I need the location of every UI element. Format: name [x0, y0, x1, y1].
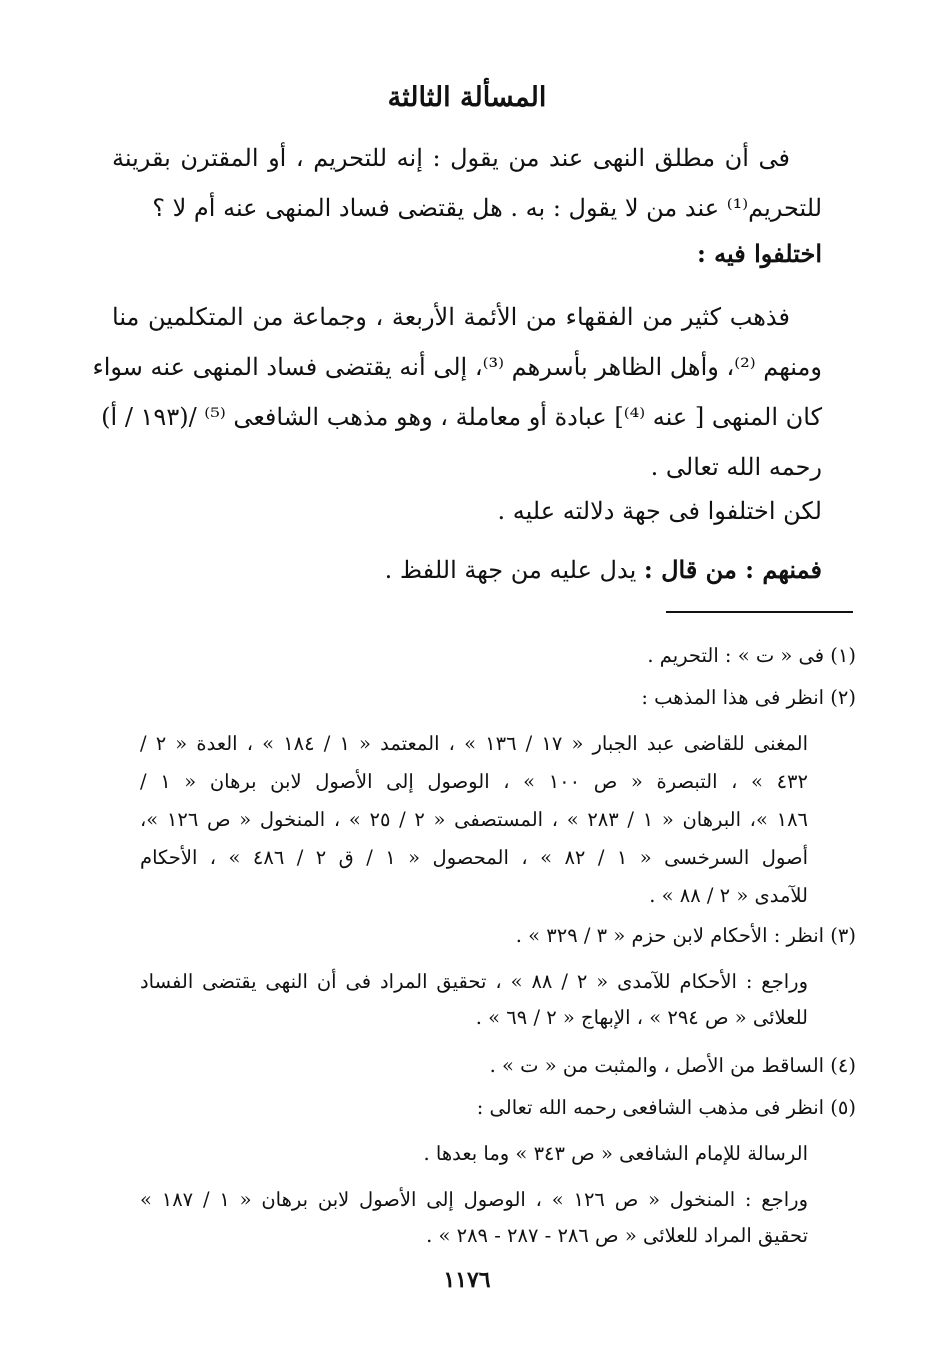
footnote-3-references: [140, 964, 856, 1036]
text-line: [112, 545, 822, 595]
footnote-5-references: [140, 1182, 856, 1254]
footnote-text: (٢) انظر فى هذا المذهب :: [641, 686, 856, 709]
text-line: لكن اختلفوا فى جهة دلالته عليه .: [497, 497, 822, 525]
footnote-separator: [666, 611, 853, 613]
bold-lead: فمنهم : من قال :: [643, 555, 822, 584]
paragraph-disagreement: [112, 486, 822, 536]
footnote-line: للعلائى « ص ٢٩٤ » ، الإبهاج « ٢ / ٦٩ » .: [475, 1006, 808, 1029]
text-line: رحمه الله تعالى .: [650, 453, 822, 481]
text-line: ومنهم ⁽²⁾، وأهل الظاهر بأسرهم ⁽³⁾، إلى أنه يقتضى فساد المنهى عنه سواء: [92, 353, 822, 381]
footnote-line: للآمدى « ٢ / ٨٨ » .: [649, 884, 808, 907]
footnote-2: [140, 680, 856, 716]
footnote-text: (١) فى « ت » : التحريم .: [647, 644, 856, 667]
paragraph-question: [112, 133, 822, 233]
footnote-line: أصول السرخسى « ١ / ٨٢ » ، المحصول « ١ / ق ٢ / ٤٨٦ » ، الأحكام: [140, 846, 808, 869]
footnote-line: الرسالة للإمام الشافعى « ص ٣٤٣ » وما بعدها .: [423, 1142, 808, 1165]
paragraph-first-view: [112, 545, 822, 595]
footnote-5-risala: [140, 1136, 856, 1172]
footnote-line: وراجع : الأحكام للآمدى « ٢ / ٨٨ » ، تحقيق المراد فى أن النهى يقتضى الفساد: [140, 970, 808, 993]
footnote-5: [140, 1090, 856, 1126]
section-heading: [112, 229, 822, 279]
footnote-text: (٤) الساقط من الأصل ، والمثبت من « ت » .: [489, 1054, 856, 1077]
text-line: كان المنهى [ عنه ⁽⁴⁾] عبادة أو معاملة ، وهو مذهب الشافعى ⁽⁵⁾ /(١٩٣ / أ): [101, 403, 822, 431]
footnote-line: المغنى للقاضى عبد الجبار « ١٧ / ١٣٦ » ، المعتمد « ١ / ١٨٤ » ، العدة « ٢ /: [140, 732, 809, 755]
footnote-4: [140, 1048, 856, 1084]
text-line: فى أن مطلق النهى عند من يقول : إنه للتحريم ، أو المقترن بقرينة: [112, 144, 790, 172]
footnote-text: (٥) انظر فى مذهب الشافعى رحمه الله تعالى :: [476, 1096, 856, 1119]
page-title: المسألة الثالثة: [387, 82, 547, 113]
footnote-line: تحقيق المراد للعلائى « ص ٢٨٦ - ٢٨٧ - ٢٨٩ » .: [426, 1224, 808, 1247]
heading-line: اختلفوا فيه :: [696, 239, 822, 268]
footnote-line: وراجع : المنخول « ص ١٢٦ » ، الوصول إلى الأصول لابن برهان « ١ / ١٨٧ »: [140, 1188, 808, 1211]
lead-rest: يدل عليه من جهة اللفظ .: [384, 556, 644, 584]
text-line: للتحريم⁽¹⁾ عند من لا يقول : به . هل يقتضى فساد المنهى عنه أم لا ؟: [152, 194, 822, 222]
footnote-3: [140, 918, 856, 954]
footnote-text: (٣) انظر : الأحكام لابن حزم « ٣ / ٣٢٩ » .: [515, 924, 856, 947]
footnote-2-references: [140, 725, 856, 915]
footnote-line: ١٨٦ »، البرهان « ١ / ٢٨٣ » ، المستصفى « ٢ / ٢٥ » ، المنخول « ص ١٢٦ »،: [140, 808, 809, 831]
page-number: ١١٧٦: [443, 1267, 491, 1293]
footnote-line: ٤٣٢ » ، التبصرة « ص ١٠٠ » ، الوصول إلى الأصول لابن برهان « ١ /: [140, 770, 808, 793]
footnote-1: [140, 638, 856, 674]
text-line: فذهب كثير من الفقهاء من الأئمة الأربعة ، وجماعة من المتكلمين منا: [112, 303, 790, 331]
paragraph-opinion: [92, 292, 822, 492]
